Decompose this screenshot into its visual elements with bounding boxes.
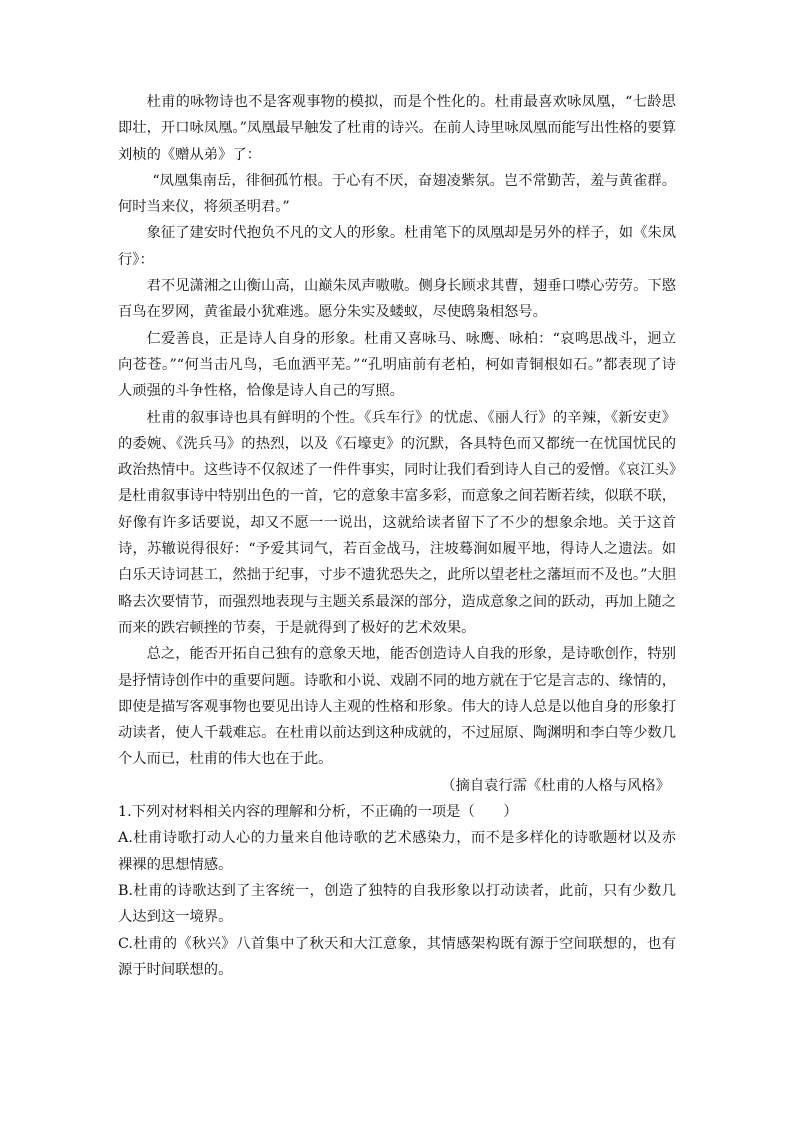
paragraph-7: 总之，能否开拓自己独有的意象天地，能否创造诗人自我的形象，是诗歌创作，特别是抒情诗创作中的重要问题。诗歌和小说、戏剧不同的地方就在于它是言志的、缘情的，即使是描写客观事物也要见出诗人主观的性格和形象。伟大的诗人总是以他自身的形象打动读者，使人千载难忘。在杜甫以前达到这种成就的，不过屈原、陶渊明和李白等少数几个人而已，杜甫的伟大也在于此。 <box>118 646 676 768</box>
paragraph-1: 杜甫的咏物诗也不是客观事物的模拟，而是个性化的。杜甫最喜欢咏凤凰，“七龄思即壮，开口咏凤凰。”凤凰最早触发了杜甫的诗兴。在前人诗里咏凤凰而能写出性格的要算刘桢的《赠从弟》了： <box>118 94 676 163</box>
option-a: A.杜甫诗歌打动人心的力量来自他诗歌的艺术感染力，而不是多样化的诗歌题材以及赤裸裸的思想情感。 <box>118 830 676 873</box>
paragraph-quote-zhu-feng: 君不见潇湘之山衡山高，山巅朱凤声嗷嗷。侧身长顾求其曹，翅垂口噤心劳劳。下愍百鸟在罗网，黄雀最小犹难逃。愿分朱实及蝼蚁，尽使鸱枭相怒号。 <box>118 278 676 321</box>
paragraph-5: 仁爱善良，正是诗人自身的形象。杜甫又喜咏马、咏鹰、咏柏：“哀鸣思战斗，迥立向苍苍。”“何当击凡鸟，毛血洒平芜。”“孔明庙前有老柏，柯如青铜根如石。”都表现了诗人顽强的斗争性格，恰像是诗人自己的写照。 <box>118 330 676 400</box>
document-page <box>118 89 676 983</box>
paragraph-quote-liu-zhen: “凤凰集南岳，徘徊孤竹根。于心有不厌，奋翅凌紫氛。岂不常勤苦，羞与黄雀群。何时当来仪，将须圣明君。” <box>118 172 676 216</box>
source-citation: （摘自袁行霈《杜甫的人格与风格》 <box>441 777 670 794</box>
option-c: C.杜甫的《秋兴》八首集中了秋天和大江意象，其情感架构既有源于空间联想的，也有源于时间联想的。 <box>118 935 676 978</box>
paragraph-6: 杜甫的叙事诗也具有鲜明的个性。《兵车行》的忧虑、《丽人行》的辛辣，《新安吏》的委婉、《洗兵马》的热烈，以及《石壕吏》的沉默，各具特色而又都统一在忧国忧民的政治热情中。这些诗不仅叙述了一件件事实，同时让我们看到诗人自己的爱憎。《哀江头》是杜甫叙事诗中特别出色的一首，它的意象丰富多彩，而意象之间若断若续，似联不联，好像有许多话要说，却又不愿一一说出，这就给读者留下了不少的想象余地。关于这首诗，苏辙说得很好：“予爱其词气，若百金战马，注坡蓦涧如履平地，得诗人之遗法。如白乐天诗词甚工，然拙于纪事，寸步不遗犹恐失之，此所以望老杜之藩垣而不及也。”大胆略去次要情节，而强烈地表现与主题关系最深的部分，造成意象之间的跃动，再加上随之而来的跌宕顿挫的节奏，于是就得到了极好的艺术效果。 <box>118 409 676 636</box>
question-stem: 1.下列对材料相关内容的理解和分析，不正确的一项是（ ） <box>118 804 518 821</box>
option-b: B.杜甫的诗歌达到了主客统一，创造了独特的自我形象以打动读者，此前，只有少数几人达到这一境界。 <box>118 882 676 926</box>
paragraph-3: 象征了建安时代抱负不凡的文人的形象。杜甫笔下的凤凰却是另外的样子，如《朱凤行》： <box>118 225 676 268</box>
